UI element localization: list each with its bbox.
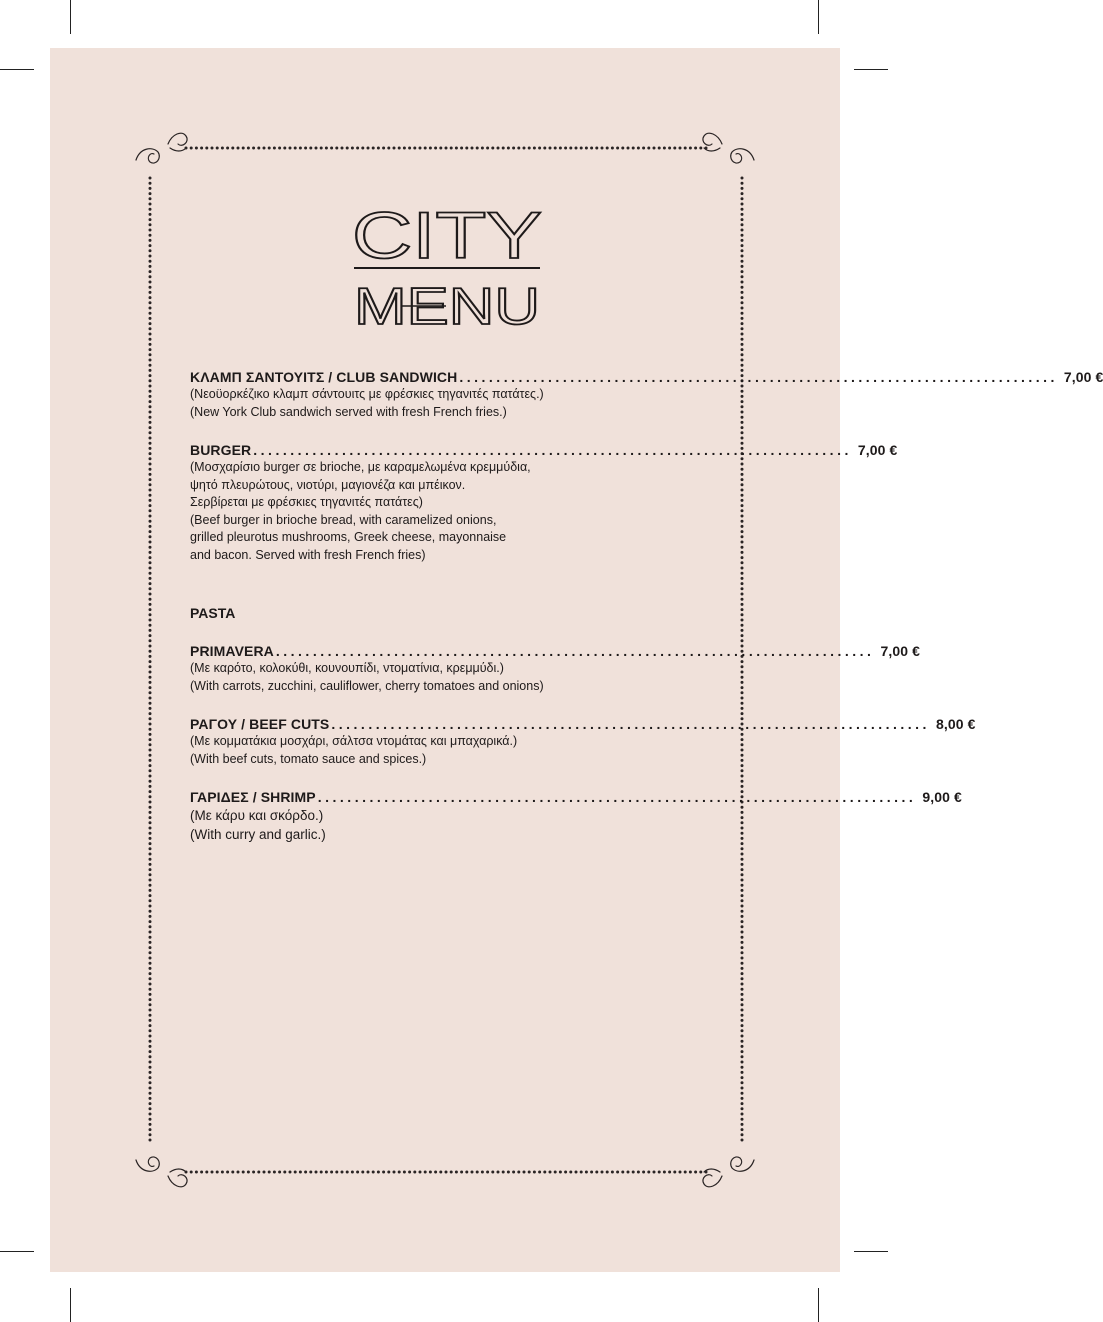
item-description: (Με καρότο, κολοκύθι, κουνουπίδι, ντοματίνια, κρεμμύδι.) (With carrots, zucchini, cauliflower, cherry tomatoes and onions): [190, 661, 544, 693]
crop-mark: [854, 1251, 888, 1252]
leader-dots: .................................................................................: [275, 643, 875, 659]
menu-item-burger: [190, 441, 898, 564]
item-title: PRIMAVERA: [190, 643, 274, 659]
item-title: ΚΛΑΜΠ ΣΑΝΤΟΥΙΤΣ / CLUB SANDWICH: [190, 369, 458, 385]
crop-mark: [854, 69, 888, 70]
leader-dots: .................................................................................: [253, 442, 852, 458]
item-description: (Μοσχαρίσιο burger σε brioche, με καραμελωμένα κρεμμύδια, ψητό πλευρώτους, νιοτύρι, μαγιονέζα και μπέικον. Σερβίρεται με φρέσκιες τηγανιτές πατάτες) (Beef burger in brioche bread, with caramelized onions, grilled pleurotus mushrooms, Greek cheese, mayonnaise and bacon. Served with fresh French fries): [190, 460, 531, 562]
item-price: 8,00 €: [935, 716, 976, 732]
item-price: 9,00 €: [922, 789, 962, 805]
item-price: 7,00 €: [857, 442, 898, 458]
leader-dots: .................................................................................: [317, 789, 917, 805]
menu-item-shrimp: [190, 788, 962, 844]
item-title: ΡΑΓΟΥ / BEEF CUTS: [190, 716, 330, 732]
item-price: 7,00 €: [880, 643, 920, 659]
item-description: (Με κομματάκια μοσχάρι, σάλτσα ντομάτας και μπαχαρικά.) (With beef cuts, tomato sauce and spices.): [190, 734, 518, 766]
menu-content: [190, 368, 1103, 864]
crop-mark: [0, 69, 34, 70]
item-price: 7,00 €: [1063, 369, 1103, 385]
menu-item-beef-cuts: [190, 715, 976, 768]
crop-mark: [70, 1288, 71, 1322]
city-menu-logo: [350, 196, 544, 336]
item-title: ΓΑΡΙΔΕΣ / SHRIMP: [190, 789, 316, 805]
crop-mark: [0, 1251, 34, 1252]
menu-page: [50, 48, 1103, 1272]
leader-dots: .................................................................................: [331, 716, 930, 732]
item-description: (Νεοϋορκέζικο κλαμπ σάντουιτς με φρέσκιες τηγανιτές πατάτες.) (New York Club sandwich served with fresh French fries.): [190, 387, 544, 419]
logo-menu: MENU: [354, 278, 540, 336]
crop-mark: [818, 0, 819, 34]
menu-item-club-sandwich: [190, 368, 1103, 421]
item-description: (Με κάρυ και σκόρδο.) (With curry and garlic.): [190, 808, 326, 842]
logo-city: CITY: [352, 198, 542, 272]
section-heading-pasta: PASTA: [190, 605, 236, 621]
crop-mark: [70, 0, 71, 34]
leader-dots: .................................................................................: [459, 369, 1058, 385]
item-title: BURGER: [190, 442, 252, 458]
menu-item-primavera: [190, 642, 920, 695]
crop-mark: [818, 1288, 819, 1322]
